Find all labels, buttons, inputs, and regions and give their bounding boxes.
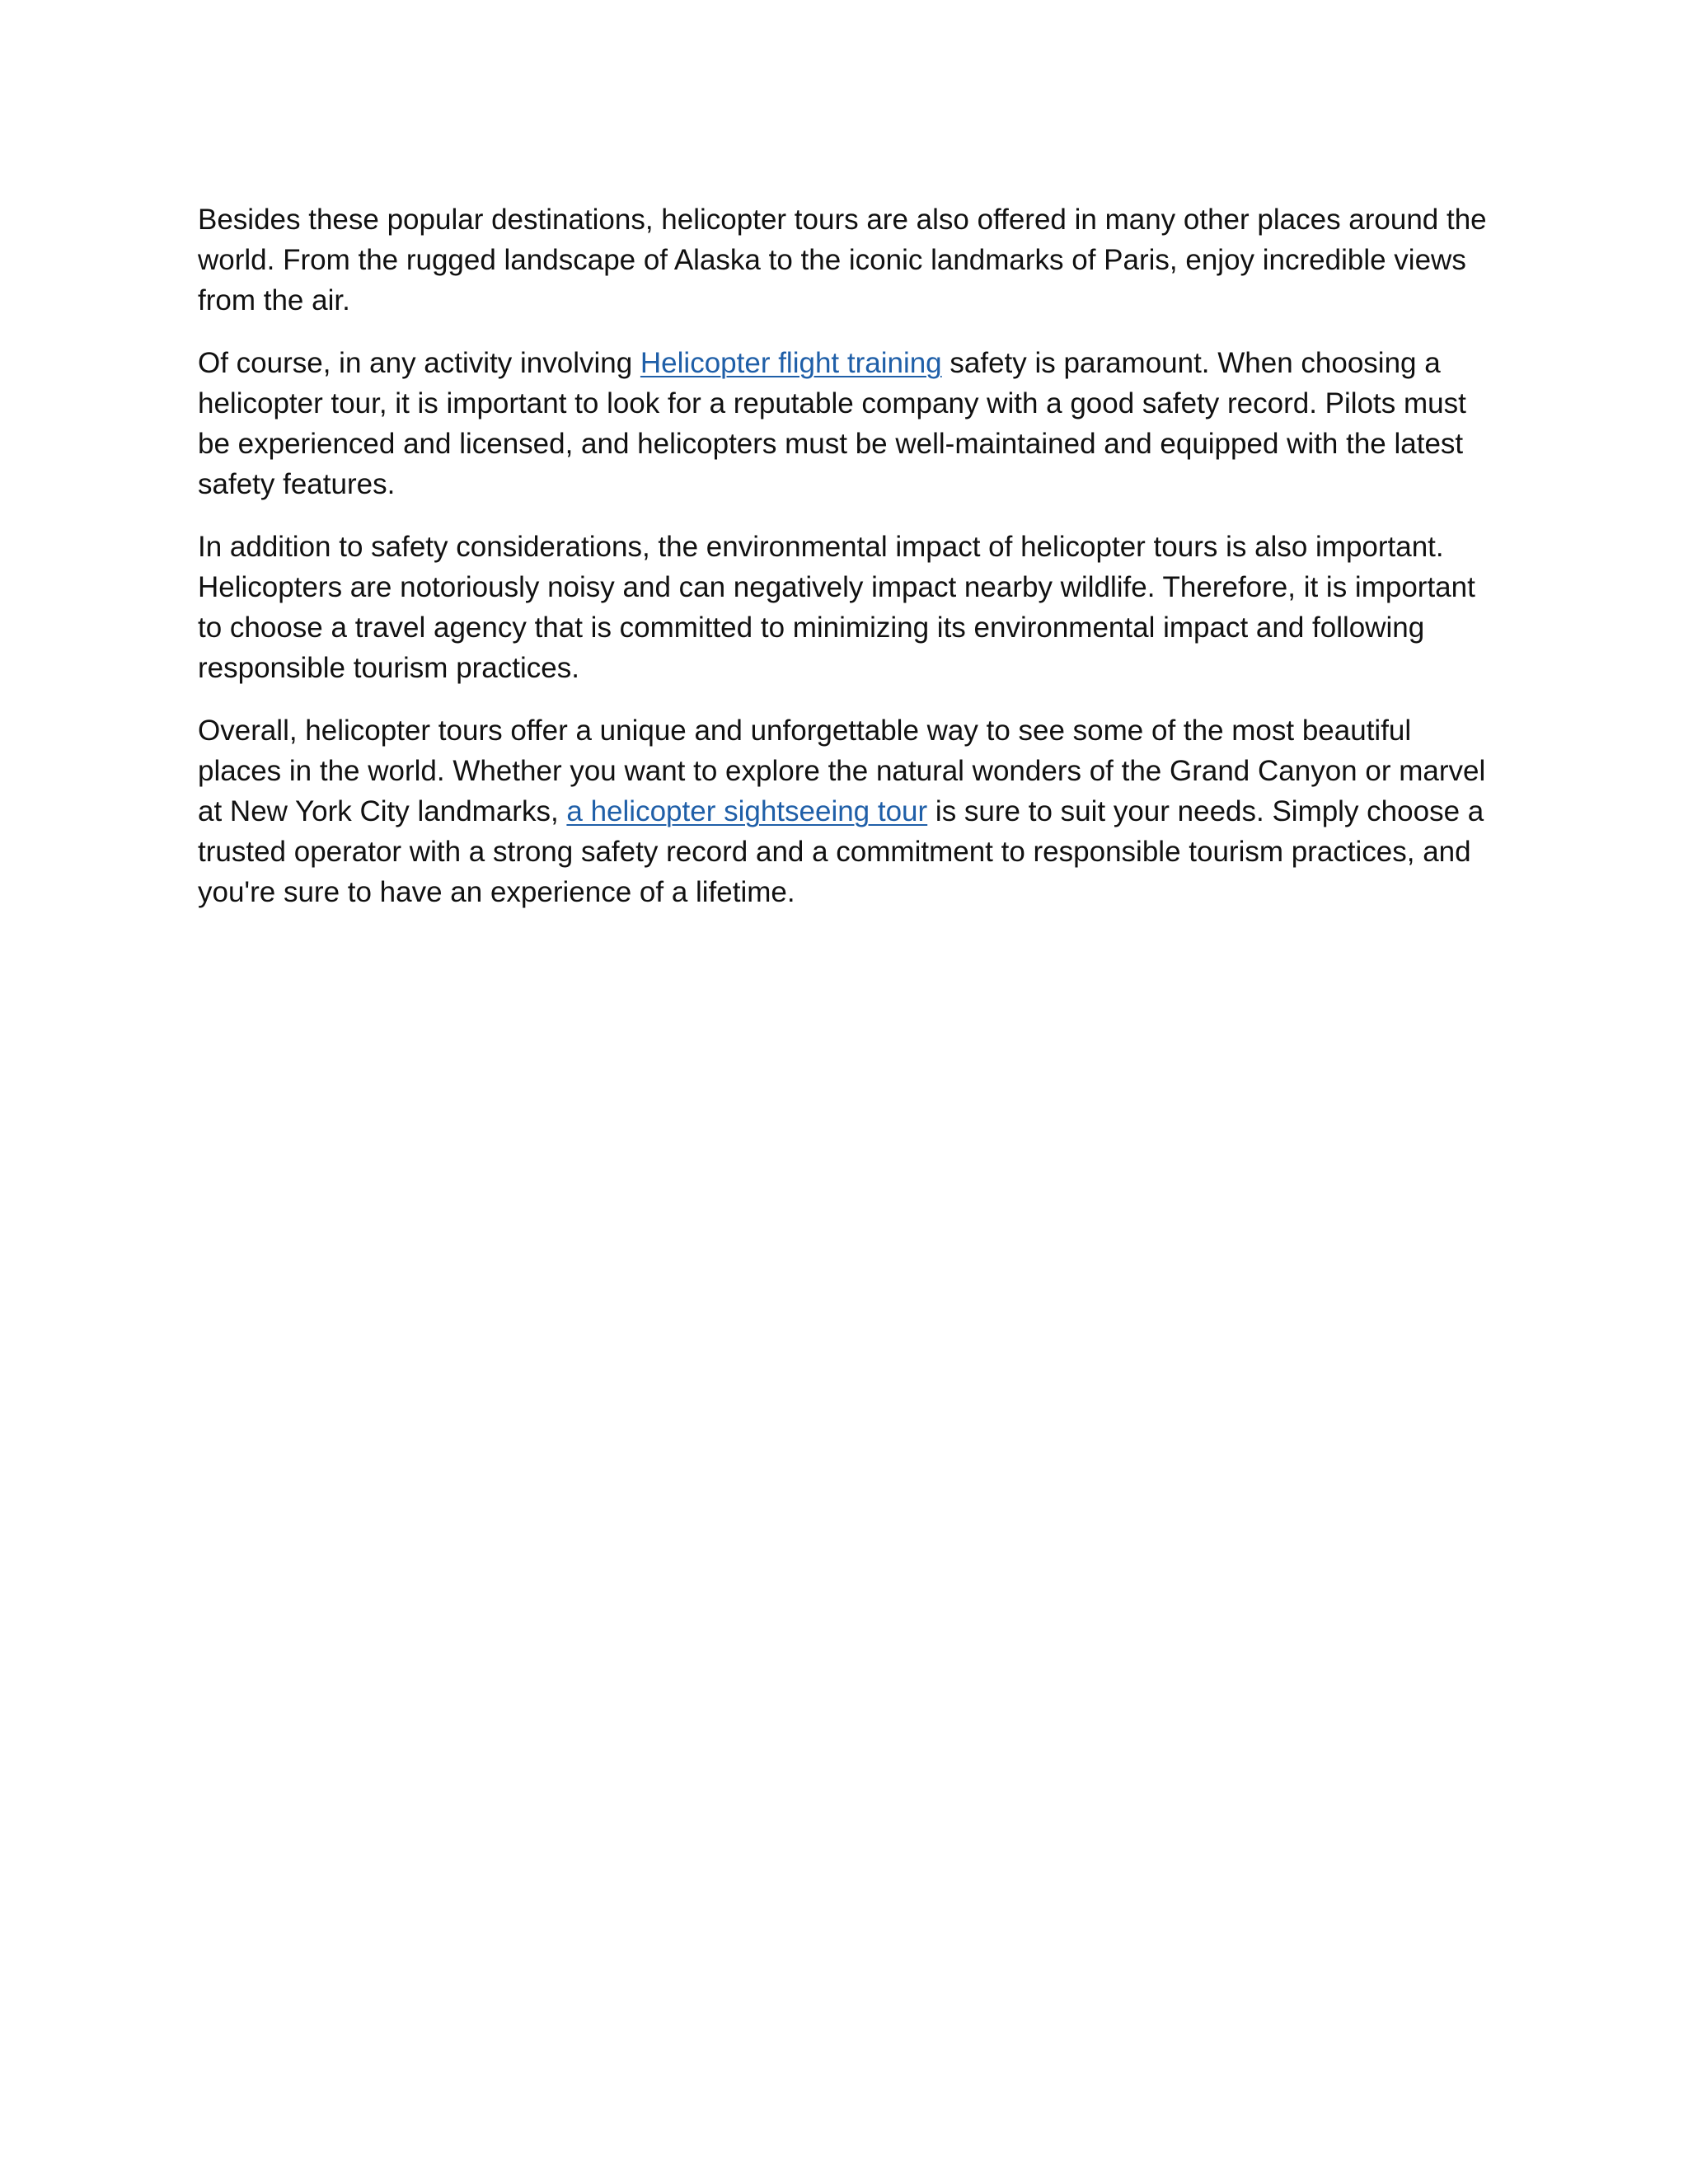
document-body xyxy=(198,199,1500,935)
paragraph-environment xyxy=(198,527,1500,688)
paragraph-text-before-link: Of course, in any activity involving xyxy=(198,347,640,379)
paragraph-text-before-link: Overall, helicopter tours offer a unique and unforgettable way to see some of the most beautiful places in the world. Whether you want to explore the natural wonders of the Grand Canyon or marvel at New York City landmarks, xyxy=(198,715,1486,827)
paragraph-destinations xyxy=(198,199,1500,321)
paragraph-overall xyxy=(198,710,1500,912)
paragraph-text-after-link: is sure to suit your needs. Simply choose a trusted operator with a strong safety record and a commitment to responsible tourism practices, and you're sure to have an experience of a lifetime. xyxy=(198,795,1484,908)
helicopter-sightseeing-tour-link[interactable]: a helicopter sightseeing tour xyxy=(566,795,928,827)
helicopter-flight-training-link[interactable]: Helicopter flight training xyxy=(640,347,942,379)
paragraph-text: Besides these popular destinations, helicopter tours are also offered in many other places around the world. From the rugged landscape of Alaska to the iconic landmarks of Paris, enjoy incredible views from the air. xyxy=(198,204,1487,316)
paragraph-safety xyxy=(198,343,1500,504)
paragraph-text: In addition to safety considerations, the environmental impact of helicopter tours is also important. Helicopters are notoriously noisy and can negatively impact nearby wildlife. Therefore, it is important to choose a travel agency that is committed to minimizing its environmental impact and following responsible tourism practices. xyxy=(198,531,1475,684)
paragraph-text-after-link: safety is paramount. When choosing a helicopter tour, it is important to look for a reputable company with a good safety record. Pilots must be experienced and licensed, and helicopters must be well-maintained and equipped with the latest safety features. xyxy=(198,347,1466,500)
